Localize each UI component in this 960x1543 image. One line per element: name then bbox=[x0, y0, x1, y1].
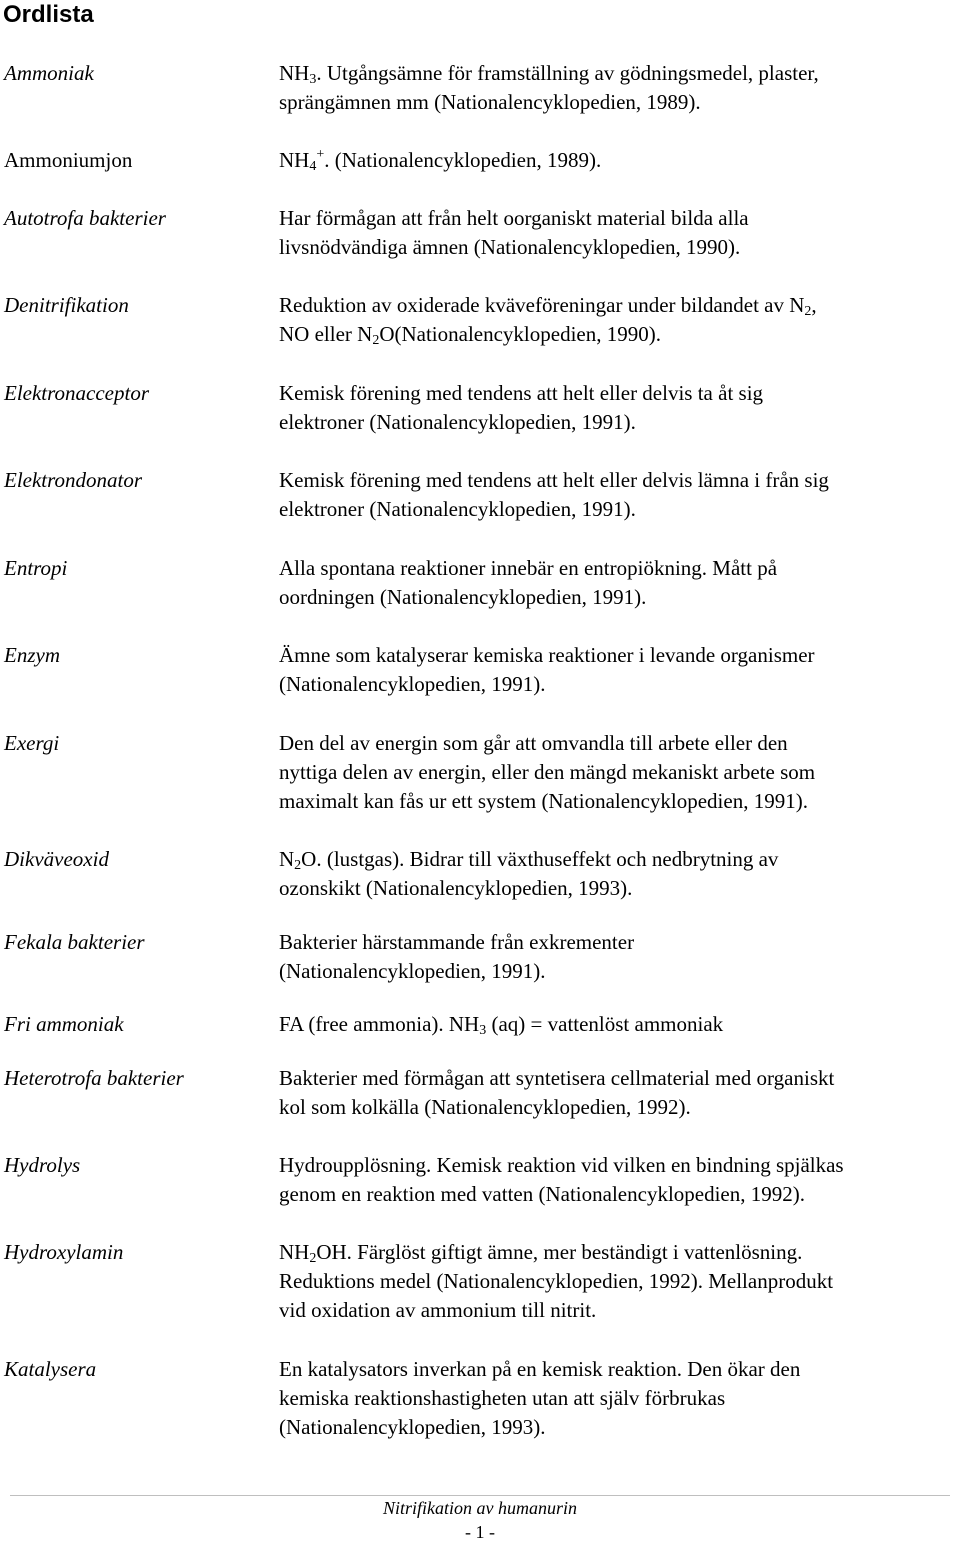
subscript: 3 bbox=[479, 1023, 487, 1038]
definition-fekala-bakterier bbox=[279, 928, 959, 986]
def-text: Reduktion av oxiderade kväveföreningar under bildandet av N bbox=[279, 293, 805, 317]
def-text: NH bbox=[279, 148, 310, 172]
definition-exergi bbox=[279, 729, 959, 816]
definition-elektronacceptor bbox=[279, 379, 959, 437]
definition-hydroxylamin bbox=[279, 1238, 959, 1325]
def-text: nyttiga delen av energin, eller den mängd mekaniskt arbete som bbox=[279, 760, 816, 784]
term-fekala-bakterier: Fekala bakterier bbox=[4, 930, 145, 954]
page-title: Ordlista bbox=[3, 1, 94, 28]
definition-katalysera bbox=[279, 1355, 959, 1442]
term-autotrofa-bakterier: Autotrofa bakterier bbox=[4, 206, 166, 230]
term-fri-ammoniak: Fri ammoniak bbox=[4, 1012, 124, 1036]
def-text: oordningen (Nationalencyklopedien, 1991). bbox=[279, 585, 647, 609]
definition-heterotrofa-bakterier bbox=[279, 1064, 959, 1122]
def-text: NO eller N bbox=[279, 322, 373, 346]
def-text: Kemisk förening med tendens att helt eller delvis lämna i från sig bbox=[279, 468, 829, 492]
term-heterotrofa-bakterier: Heterotrofa bakterier bbox=[4, 1066, 184, 1090]
term-enzym: Enzym bbox=[4, 643, 60, 667]
subscript: 2 bbox=[294, 858, 302, 873]
def-text: kol som kolkälla (Nationalencyklopedien, 1992). bbox=[279, 1095, 691, 1119]
term-elektrondonator: Elektrondonator bbox=[4, 468, 143, 492]
term-denitrifikation: Denitrifikation bbox=[4, 293, 129, 317]
term-entropi: Entropi bbox=[4, 556, 68, 580]
def-text: kemiska reaktionshastigheten utan att själv förbrukas bbox=[279, 1386, 726, 1410]
def-text: O. (lustgas). Bidrar till växthuseffekt och nedbrytning av bbox=[301, 847, 779, 871]
def-text: elektroner (Nationalencyklopedien, 1991). bbox=[279, 497, 636, 521]
def-text: livsnödvändiga ämnen (Nationalencyklopedien, 1990). bbox=[279, 235, 741, 259]
term-dikvaveoxid: Dikväveoxid bbox=[4, 847, 109, 871]
def-text: (Nationalencyklopedien, 1991). bbox=[279, 959, 546, 983]
def-text: sprängämnen mm (Nationalencyklopedien, 1989). bbox=[279, 90, 701, 114]
def-text: Den del av energin som går att omvandla till arbete eller den bbox=[279, 731, 788, 755]
subscript: 4 bbox=[309, 159, 317, 174]
definition-hydrolys bbox=[279, 1151, 959, 1209]
subscript: 3 bbox=[309, 72, 317, 87]
term-elektronacceptor: Elektronacceptor bbox=[4, 381, 150, 405]
subscript: 2 bbox=[372, 333, 380, 348]
definition-denitrifikation bbox=[279, 291, 959, 349]
def-text: N bbox=[279, 847, 295, 871]
term-hydroxylamin: Hydroxylamin bbox=[4, 1240, 124, 1264]
definition-autotrofa-bakterier bbox=[279, 204, 959, 262]
definition-elektrondonator bbox=[279, 466, 959, 524]
subscript: 2 bbox=[804, 304, 812, 319]
def-text: (Nationalencyklopedien, 1993). bbox=[279, 1415, 546, 1439]
page-number: - 1 - bbox=[465, 1522, 495, 1542]
footer-title: Nitrifikation av humanurin bbox=[382, 1498, 577, 1518]
def-text: genom en reaktion med vatten (Nationalencyklopedien, 1992). bbox=[279, 1182, 805, 1206]
def-text: , bbox=[811, 293, 817, 317]
def-text: Ämne som katalyserar kemiska reaktioner i levande organismer bbox=[279, 643, 815, 667]
term-ammoniumjon: Ammoniumjon bbox=[4, 148, 133, 172]
definition-ammoniak bbox=[279, 59, 959, 117]
def-text: (aq) = vattenlöst ammoniak bbox=[486, 1012, 724, 1036]
def-text: . (Nationalencyklopedien, 1989). bbox=[324, 148, 602, 172]
def-text: maximalt kan fås ur ett system (Nationalencyklopedien, 1991). bbox=[279, 789, 808, 813]
def-text: Kemisk förening med tendens att helt eller delvis ta åt sig bbox=[279, 381, 764, 405]
footer-divider bbox=[10, 1495, 950, 1496]
def-text: Hydroupplösning. Kemisk reaktion vid vilken en bindning spjälkas bbox=[279, 1153, 844, 1177]
term-exergi: Exergi bbox=[4, 731, 60, 755]
def-text: Bakterier härstammande från exkrementer bbox=[279, 930, 635, 954]
def-text: OH. Färglöst giftigt ämne, mer beständigt i vattenlösning. bbox=[316, 1240, 803, 1264]
def-text: FA (free ammonia). NH bbox=[279, 1012, 480, 1036]
term-katalysera: Katalysera bbox=[4, 1357, 97, 1381]
term-hydrolys: Hydrolys bbox=[4, 1153, 81, 1177]
def-text: vid oxidation av ammonium till nitrit. bbox=[279, 1298, 597, 1322]
superscript: + bbox=[316, 147, 325, 162]
definition-fri-ammoniak bbox=[279, 1010, 959, 1039]
def-text: O(Nationalencyklopedien, 1990). bbox=[379, 322, 661, 346]
def-text: Bakterier med förmågan att syntetisera cellmaterial med organiskt bbox=[279, 1066, 835, 1090]
definition-entropi bbox=[279, 554, 959, 612]
def-text: Alla spontana reaktioner innebär en entropiökning. Mått på bbox=[279, 556, 778, 580]
definition-ammoniumjon bbox=[279, 146, 959, 175]
definition-enzym bbox=[279, 641, 959, 699]
def-text: ozonskikt (Nationalencyklopedien, 1993). bbox=[279, 876, 633, 900]
def-text: (Nationalencyklopedien, 1991). bbox=[279, 672, 546, 696]
def-text: NH bbox=[279, 61, 310, 85]
definition-dikvaveoxid bbox=[279, 845, 959, 903]
def-text: NH bbox=[279, 1240, 310, 1264]
def-text: Reduktions medel (Nationalencyklopedien, 1992). Mellanprodukt bbox=[279, 1269, 834, 1293]
def-text: En katalysators inverkan på en kemisk reaktion. Den ökar den bbox=[279, 1357, 801, 1381]
subscript: 2 bbox=[309, 1251, 317, 1266]
def-text: Har förmågan att från helt oorganiskt material bilda alla bbox=[279, 206, 749, 230]
term-ammoniak: Ammoniak bbox=[4, 61, 94, 85]
def-text: . Utgångsämne för framställning av gödningsmedel, plaster, bbox=[316, 61, 819, 85]
def-text: elektroner (Nationalencyklopedien, 1991). bbox=[279, 410, 636, 434]
